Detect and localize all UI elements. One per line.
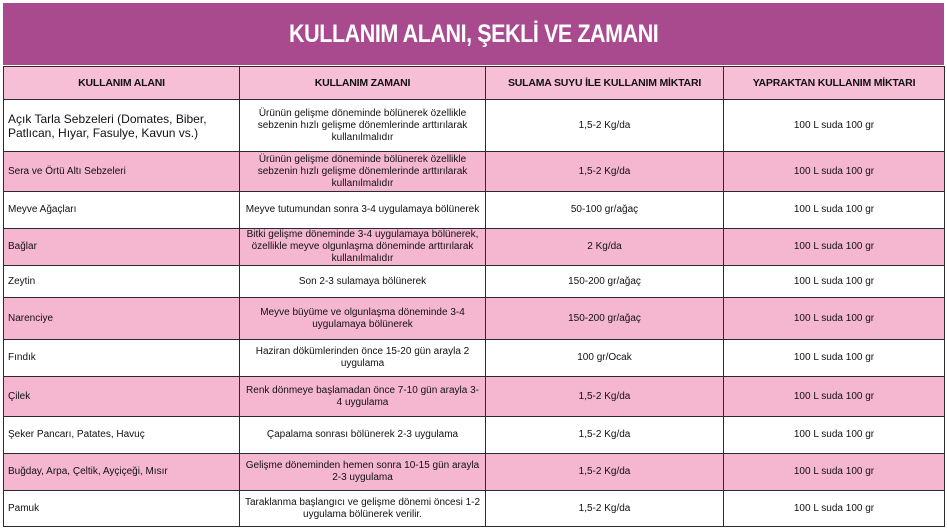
table-row	[4, 152, 945, 192]
table-row	[4, 229, 945, 266]
when-cell: Meyve tutumundan sonra 3-4 uygulamaya bölünerek	[240, 192, 486, 229]
irrigation-cell: 50-100 gr/ağaç	[486, 192, 724, 229]
area-cell: Bağlar	[4, 229, 240, 266]
page-title: KULLANIM ALANI, ŞEKLİ VE ZAMANI	[288, 19, 659, 48]
table-row	[4, 491, 945, 527]
area-cell: Buğday, Arpa, Çeltik, Ayçiçeği, Mısır	[4, 454, 240, 491]
header-irrigation: SULAMA SUYU İLE KULLANIM MİKTARI	[486, 67, 724, 100]
irrigation-cell: 1,5-2 Kg/da	[486, 454, 724, 491]
foliar-cell: 100 L suda 100 gr	[724, 266, 945, 298]
area-cell: Açık Tarla Sebzeleri (Domates, Biber, Patlıcan, Hıyar, Fasulye, Kavun vs.)	[4, 100, 240, 152]
when-cell: Çapalama sonrası bölünerek 2-3 uygulama	[240, 417, 486, 454]
when-cell: Haziran dökümlerinden önce 15-20 gün arayla 2 uygulama	[240, 340, 486, 377]
header-when: KULLANIM ZAMANI	[240, 67, 486, 100]
foliar-cell: 100 L suda 100 gr	[724, 100, 945, 152]
foliar-cell: 100 L suda 100 gr	[724, 340, 945, 377]
when-cell: Ürünün gelişme döneminde bölünerek özellikle sebzenin hızlı gelişme dönemlerinde arttırılarak kullanılmalıdır	[240, 100, 486, 152]
when-cell: Renk dönmeye başlamadan önce 7-10 gün arayla 3-4 uygulama	[240, 377, 486, 417]
title-banner	[3, 3, 944, 65]
when-cell: Bitki gelişme döneminde 3-4 uygulamaya bölünerek, özellikle meyve olgunlaşma döneminde arttırılarak kullanılmalıdır	[240, 229, 486, 266]
foliar-cell: 100 L suda 100 gr	[724, 298, 945, 340]
foliar-cell: 100 L suda 100 gr	[724, 229, 945, 266]
foliar-cell: 100 L suda 100 gr	[724, 152, 945, 192]
table-row	[4, 417, 945, 454]
area-cell: Narenciye	[4, 298, 240, 340]
area-cell: Zeytin	[4, 266, 240, 298]
area-cell: Sera ve Örtü Altı Sebzeleri	[4, 152, 240, 192]
when-cell: Ürünün gelişme döneminde bölünerek özellikle sebzenin hızlı gelişme dönemlerinde arttırılarak kullanılmalıdır	[240, 152, 486, 192]
table-header-row	[4, 67, 945, 100]
table-row	[4, 377, 945, 417]
irrigation-cell: 1,5-2 Kg/da	[486, 417, 724, 454]
when-cell: Meyve büyüme ve olgunlaşma döneminde 3-4 uygulamaya bölünerek	[240, 298, 486, 340]
irrigation-cell: 2 Kg/da	[486, 229, 724, 266]
irrigation-cell: 1,5-2 Kg/da	[486, 152, 724, 192]
foliar-cell: 100 L suda 100 gr	[724, 417, 945, 454]
when-cell: Son 2-3 sulamaya bölünerek	[240, 266, 486, 298]
table-row	[4, 340, 945, 377]
irrigation-cell: 150-200 gr/ağaç	[486, 298, 724, 340]
foliar-cell: 100 L suda 100 gr	[724, 454, 945, 491]
irrigation-cell: 100 gr/Ocak	[486, 340, 724, 377]
table-row	[4, 266, 945, 298]
usage-table	[3, 66, 945, 527]
when-cell: Gelişme döneminden hemen sonra 10-15 gün arayla 2-3 uygulama	[240, 454, 486, 491]
foliar-cell: 100 L suda 100 gr	[724, 491, 945, 527]
table-row	[4, 192, 945, 229]
area-cell: Pamuk	[4, 491, 240, 527]
area-cell: Meyve Ağaçları	[4, 192, 240, 229]
foliar-cell: 100 L suda 100 gr	[724, 192, 945, 229]
table-row	[4, 298, 945, 340]
irrigation-cell: 1,5-2 Kg/da	[486, 491, 724, 527]
header-area: KULLANIM ALANI	[4, 67, 240, 100]
when-cell: Taraklanma başlangıcı ve gelişme dönemi öncesi 1-2 uygulama bölünerek verilir.	[240, 491, 486, 527]
irrigation-cell: 150-200 gr/ağaç	[486, 266, 724, 298]
irrigation-cell: 1,5-2 Kg/da	[486, 377, 724, 417]
foliar-cell: 100 L suda 100 gr	[724, 377, 945, 417]
area-cell: Şeker Pancarı, Patates, Havuç	[4, 417, 240, 454]
table-row	[4, 100, 945, 152]
irrigation-cell: 1,5-2 Kg/da	[486, 100, 724, 152]
table-row	[4, 454, 945, 491]
header-foliar: YAPRAKTAN KULLANIM MİKTARI	[724, 67, 945, 100]
area-cell: Çilek	[4, 377, 240, 417]
area-cell: Fındık	[4, 340, 240, 377]
